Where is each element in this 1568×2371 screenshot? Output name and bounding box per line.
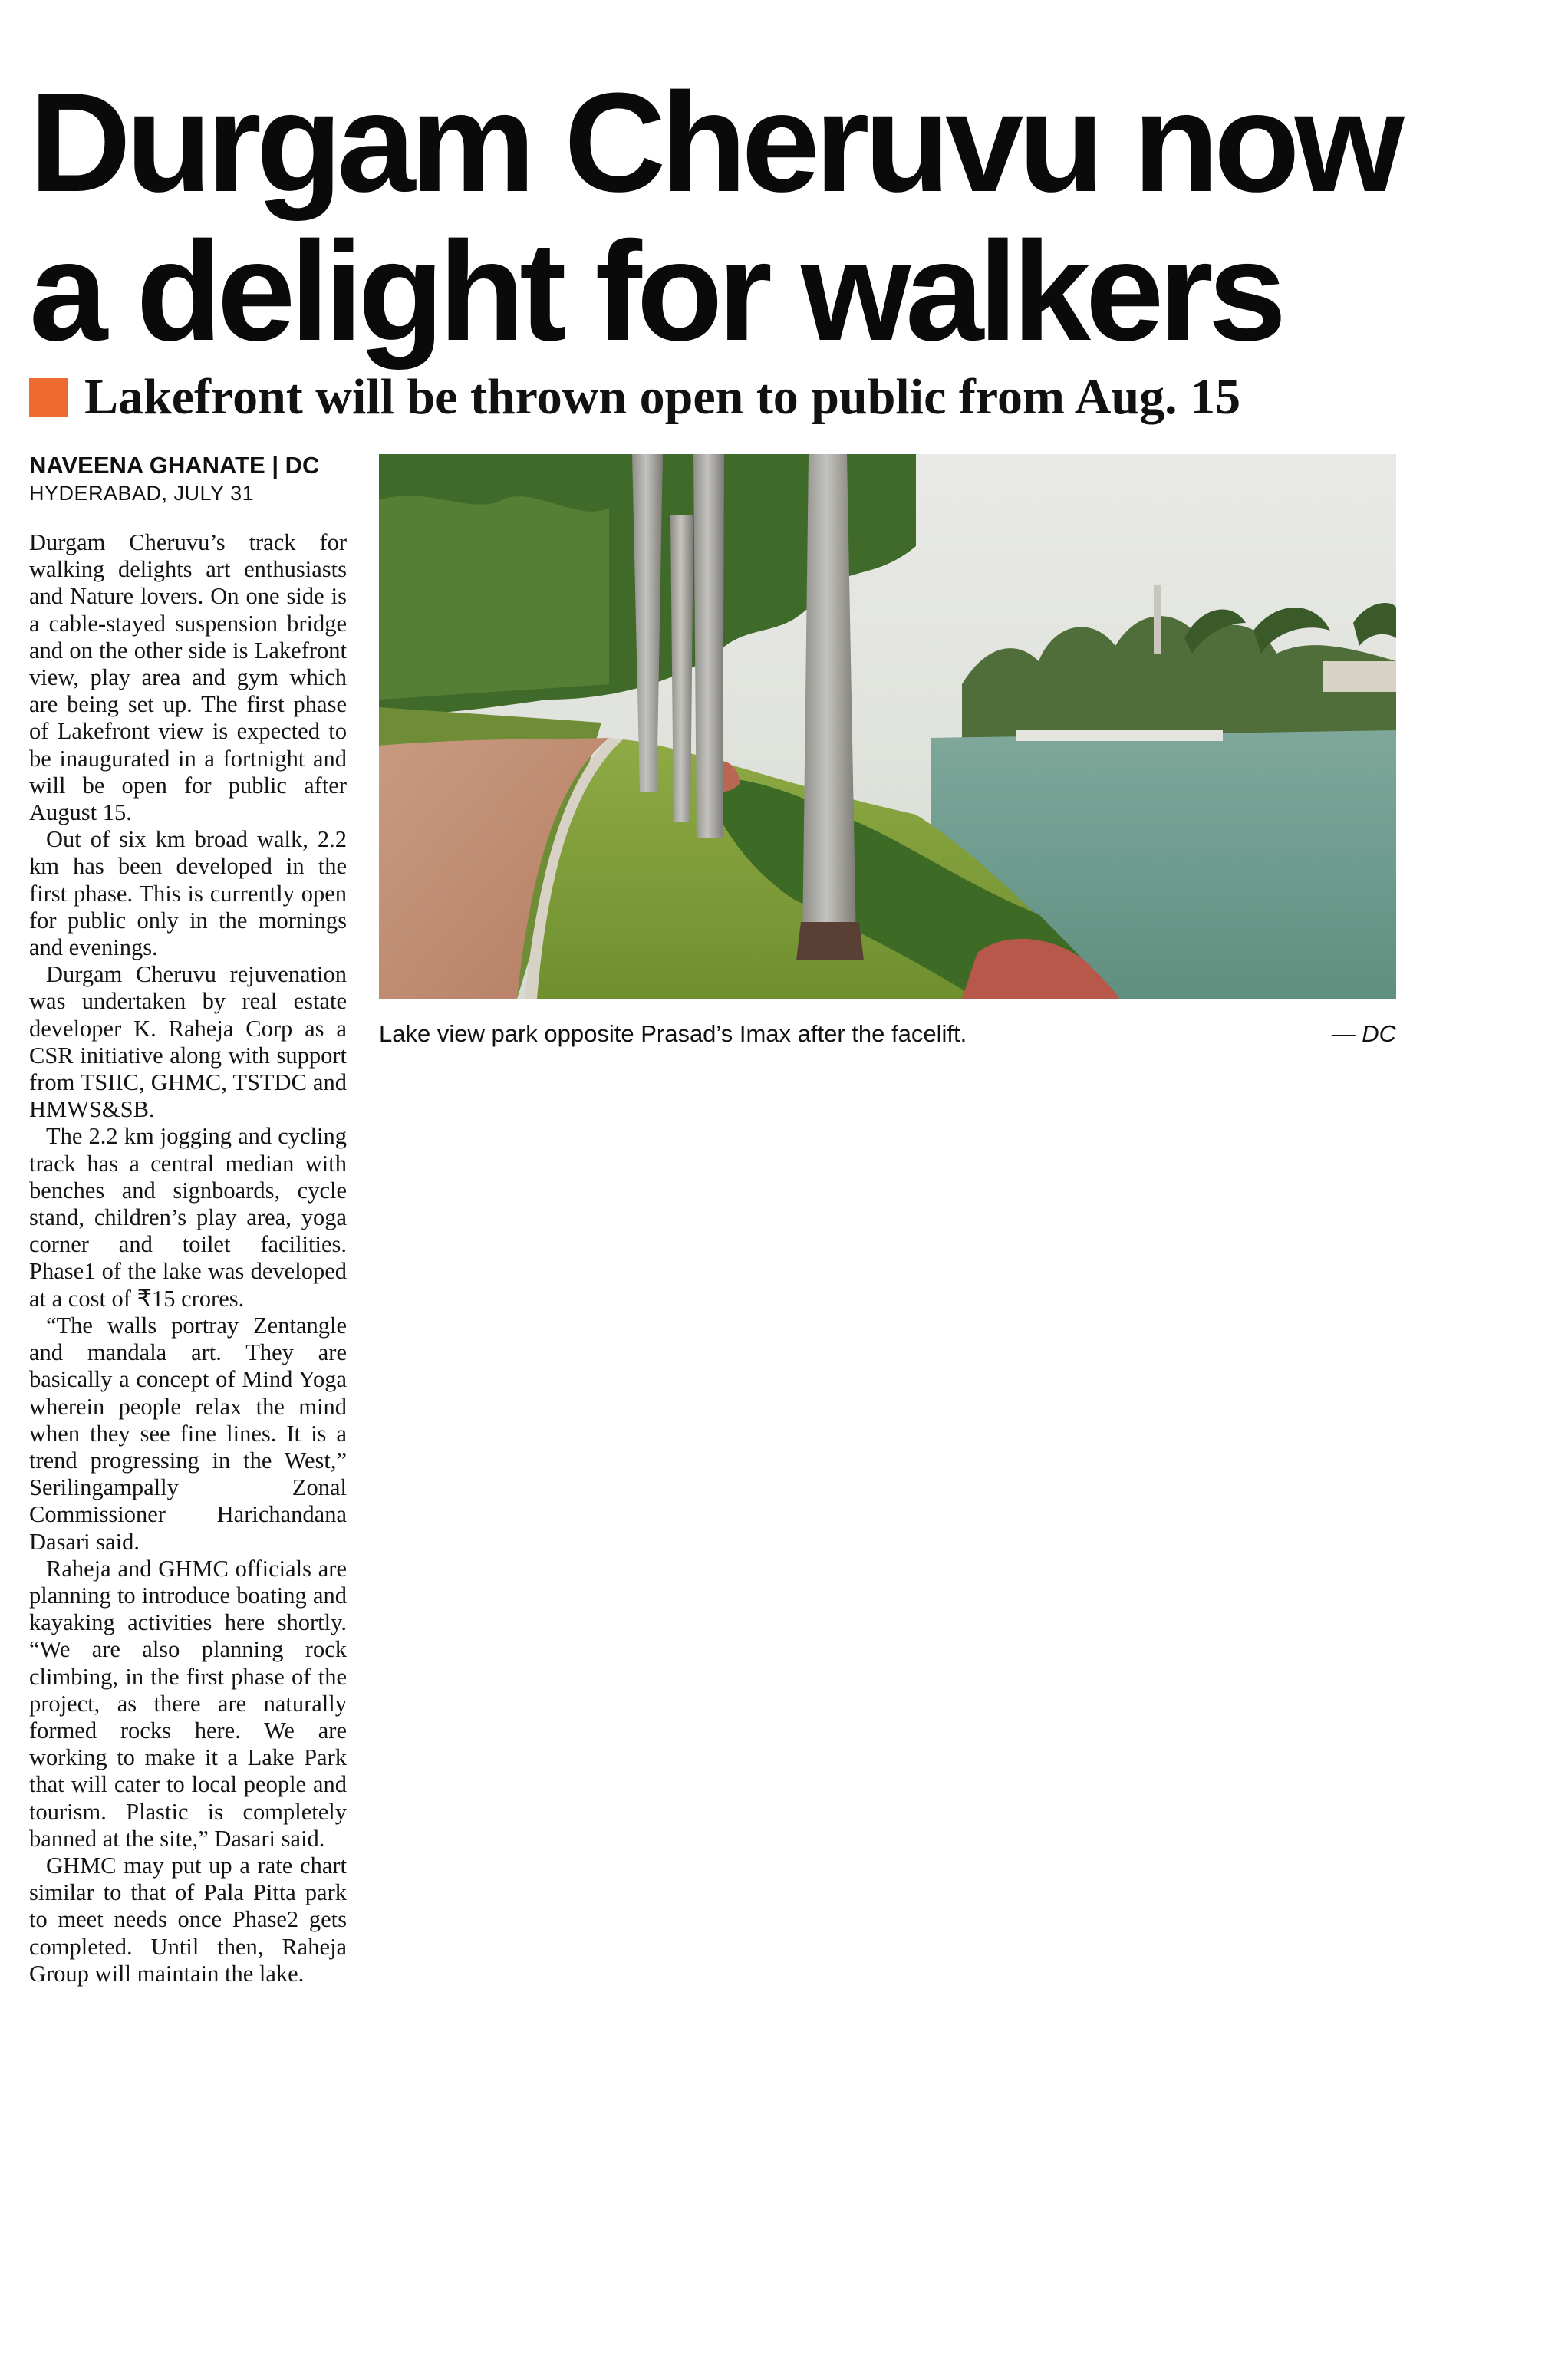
article-paragraph: Durgam Cheruvu rejuvenation was undertaken by real estate developer K. Raheja Corp as a CSR initiative along with support from TSIIC, GHMC, TSTDC and HMWS&SB. bbox=[29, 961, 347, 1123]
tree-canopy-light bbox=[379, 496, 609, 700]
deck-marker-square bbox=[29, 378, 68, 417]
headline bbox=[29, 63, 1548, 370]
deck bbox=[29, 367, 1533, 428]
palm-base bbox=[796, 922, 864, 960]
distant-building bbox=[1323, 661, 1396, 692]
floating-deck bbox=[1016, 730, 1223, 741]
palm-trunk bbox=[693, 454, 724, 838]
lake-park-photo bbox=[379, 454, 1396, 999]
article-paragraph: “The walls portray Zentangle and mandala art. They are basically a concept of Mind Yoga wherein people relax the mind when they see fine lines. It is a trend progressing in the West,” Serilingampally Zonal Commissioner Harichandana Dasari said. bbox=[29, 1312, 347, 1555]
article-body bbox=[29, 529, 347, 2355]
article-paragraph: The 2.2 km jogging and cycling track has a central median with benches and signboards, cycle stand, children’s play area, yoga corner and toilet facilities. Phase1 of the lake was developed at a cost of ₹15 crores. bbox=[29, 1123, 347, 1312]
article-paragraph: Out of six km broad walk, 2.2 km has been developed in the first phase. This is currently open for public only in the mornings and evenings. bbox=[29, 826, 347, 961]
byline bbox=[29, 451, 367, 506]
article-paragraph: Raheja and GHMC officials are planning to introduce boating and kayaking activities here shortly. “We are also planning rock climbing, in the first phase of the project, as there are naturally formed rocks here. We are working to make it a Lake Park that will cater to local people and tourism. Plastic is completely banned at the site,” Dasari said. bbox=[29, 1555, 347, 1852]
byline-dateline: HYDERABAD, JULY 31 bbox=[29, 482, 255, 505]
photo-caption-text: Lake view park opposite Prasad’s Imax after the facelift. bbox=[379, 1020, 967, 1047]
photo-caption bbox=[379, 1017, 1396, 1051]
lake-park-illustration bbox=[379, 454, 1396, 999]
headline-line-1: Durgam Cheruvu now bbox=[29, 63, 1399, 221]
palm-trunk bbox=[802, 454, 856, 945]
article-paragraph: GHMC may put up a rate chart similar to that of Pala Pitta park to meet needs once Phase2 gets completed. Until then, Raheja Group will maintain the lake. bbox=[29, 1852, 347, 1987]
headline-line-2: a delight for walkers bbox=[29, 212, 1282, 370]
byline-author: NAVEENA GHANATE | DC bbox=[29, 452, 320, 479]
article-paragraph: Durgam Cheruvu’s track for walking delights art enthusiasts and Nature lovers. On one side is a cable-stayed suspension bridge and on the other side is Lakefront view, play area and gym which are being set up. The first phase of Lakefront view is expected to be inaugurated in a fortnight and will be open for public after August 15. bbox=[29, 529, 347, 826]
distant-tower bbox=[1154, 585, 1161, 654]
palm-trunk bbox=[670, 515, 693, 822]
deck-text: Lakefront will be thrown open to public from Aug. 15 bbox=[84, 369, 1241, 425]
photo-credit: — DC bbox=[1331, 1020, 1396, 1047]
